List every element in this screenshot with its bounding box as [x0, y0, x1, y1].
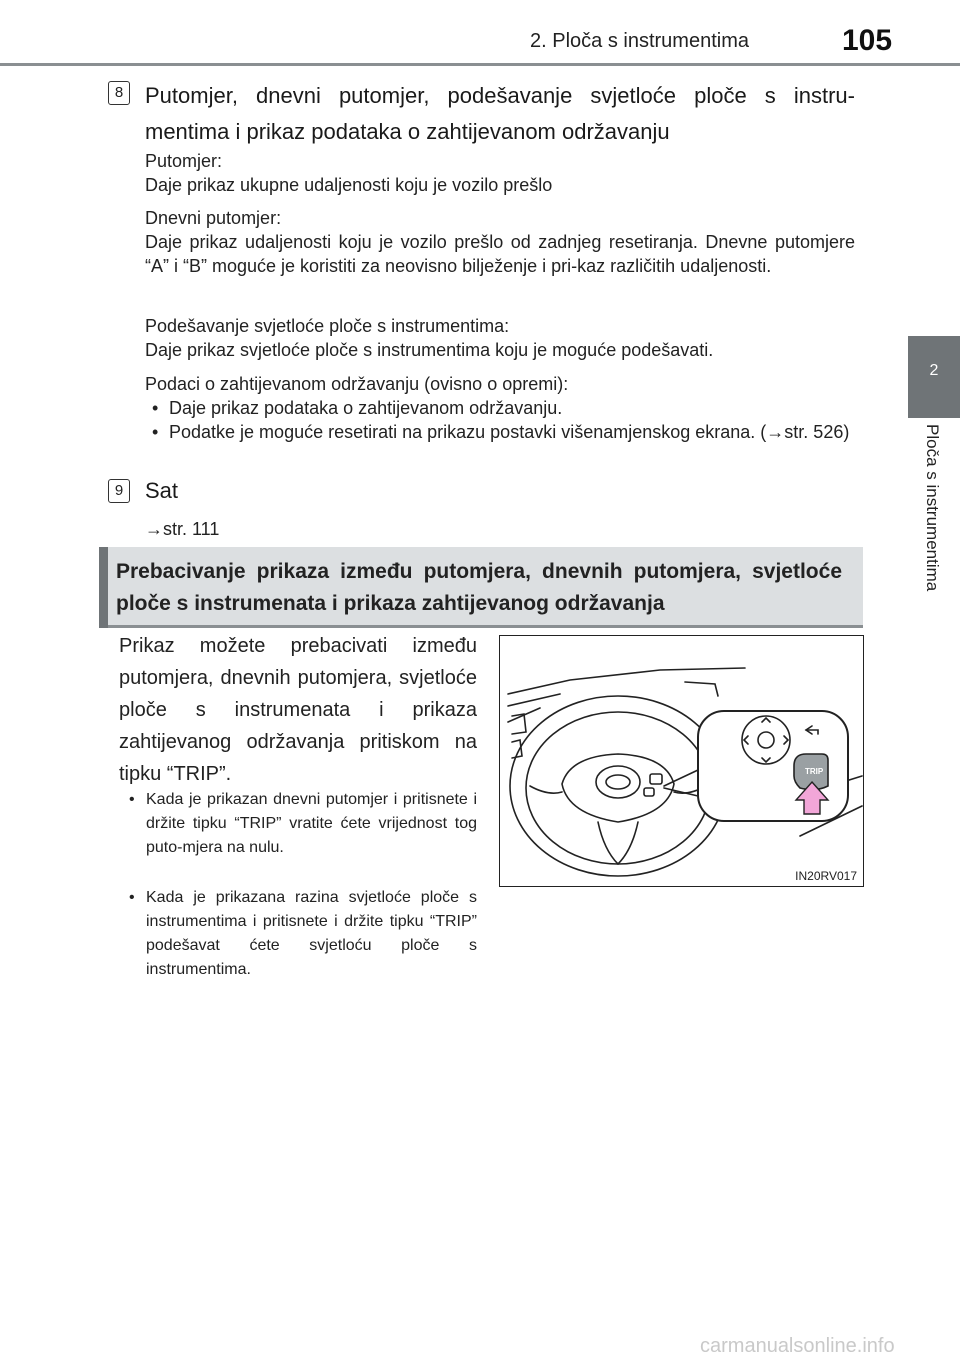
chapter-tab-number: 2 [908, 336, 960, 418]
section-bullet-text: Kada je prikazana razina svjetloće ploče s instrumentima i pritisnete i držite tipku “TRIP” podešavat ćete svjetloću ploče s instrumentima. [146, 889, 477, 978]
bullet-dot: • [129, 791, 135, 808]
item-8-badge: 8 [108, 81, 130, 105]
trip-desc: Daje prikaz udaljenosti koju je vozilo prešlo od zadnjeg resetiranja. Dnevne putomjere “A” i “B” moguće je koristiti za neovisno bilježenje i pri-kaz različitih udaljenosti. [145, 232, 855, 276]
section-bullet-text: Kada je prikazan dnevni putomjer i pritisnete i držite tipku “TRIP” vratite ćete vrijednost tog puto-mjera na nulu. [146, 791, 477, 856]
watermark: carmanualsonline.info [700, 1335, 895, 1357]
item-8-title: Putomjer, dnevni putomjer, podešavanje svjetloće ploče s instru-mentima i prikaz podataka o zahtijevanom održavanju [145, 83, 855, 144]
section-heading-accent [99, 547, 108, 628]
maintenance-bullet-text: Podatke je moguće resetirati na prikazu postavki višenamjenskog ekrana. (→str. 526) [169, 422, 850, 442]
item-9-reference: →str. 111 [145, 519, 220, 539]
odometer-label: Putomjer: [145, 151, 223, 171]
bullet-dot: • [152, 422, 159, 442]
bullet-dot: • [129, 889, 135, 906]
maintenance-bullet [152, 420, 855, 444]
section-heading-title: Prebacivanje prikaza između putomjera, dnevnih putomjera, svjetloće ploče s instrumenata i prikaza zahtijevanog održavanja [116, 560, 842, 615]
trip-button-label: TRIP [805, 767, 824, 776]
trip-label: Dnevni putomjer: [145, 208, 282, 228]
steering-wheel-drawing [500, 636, 863, 886]
section-body: Prikaz možete prebacivati između putomjera, dnevnih putomjera, svjetloće ploče s instrumenata i prikaza zahtijevanog održavanja pritiskom na tipku “TRIP”. [119, 635, 477, 785]
maintenance-bullet-text: Daje prikaz podataka o zahtijevanom održavanju. [169, 398, 563, 418]
header-section-title: 2. Ploča s instrumentima [530, 30, 749, 52]
brightness-label: Podešavanje svjetloće ploče s instrumentima: [145, 316, 510, 336]
section-bullet [129, 788, 477, 860]
item-9-badge: 9 [108, 479, 130, 503]
header-divider [0, 63, 960, 66]
section-bullet [129, 886, 477, 982]
odometer-block [145, 149, 855, 197]
chapter-tab-label-text: Ploča s instrumentima [923, 424, 942, 592]
trip-block [145, 206, 855, 278]
maintenance-label: Podaci o zahtijevanom održavanju (ovisno o opremi): [145, 374, 569, 394]
bullet-dot: • [152, 398, 159, 418]
chapter-tab-label [908, 418, 960, 648]
steering-wheel-illustration [499, 635, 864, 887]
maintenance-bullet [152, 396, 855, 420]
brightness-desc: Daje prikaz svjetloće ploče s instrumentima koju je moguće podešavati. [145, 340, 714, 360]
brightness-block [145, 314, 855, 362]
page-number: 105 [842, 24, 893, 57]
illustration-code: IN20RV017 [795, 869, 857, 883]
odometer-desc: Daje prikaz ukupne udaljenosti koju je vozilo prešlo [145, 175, 553, 195]
item-9-title: Sat [145, 478, 179, 503]
